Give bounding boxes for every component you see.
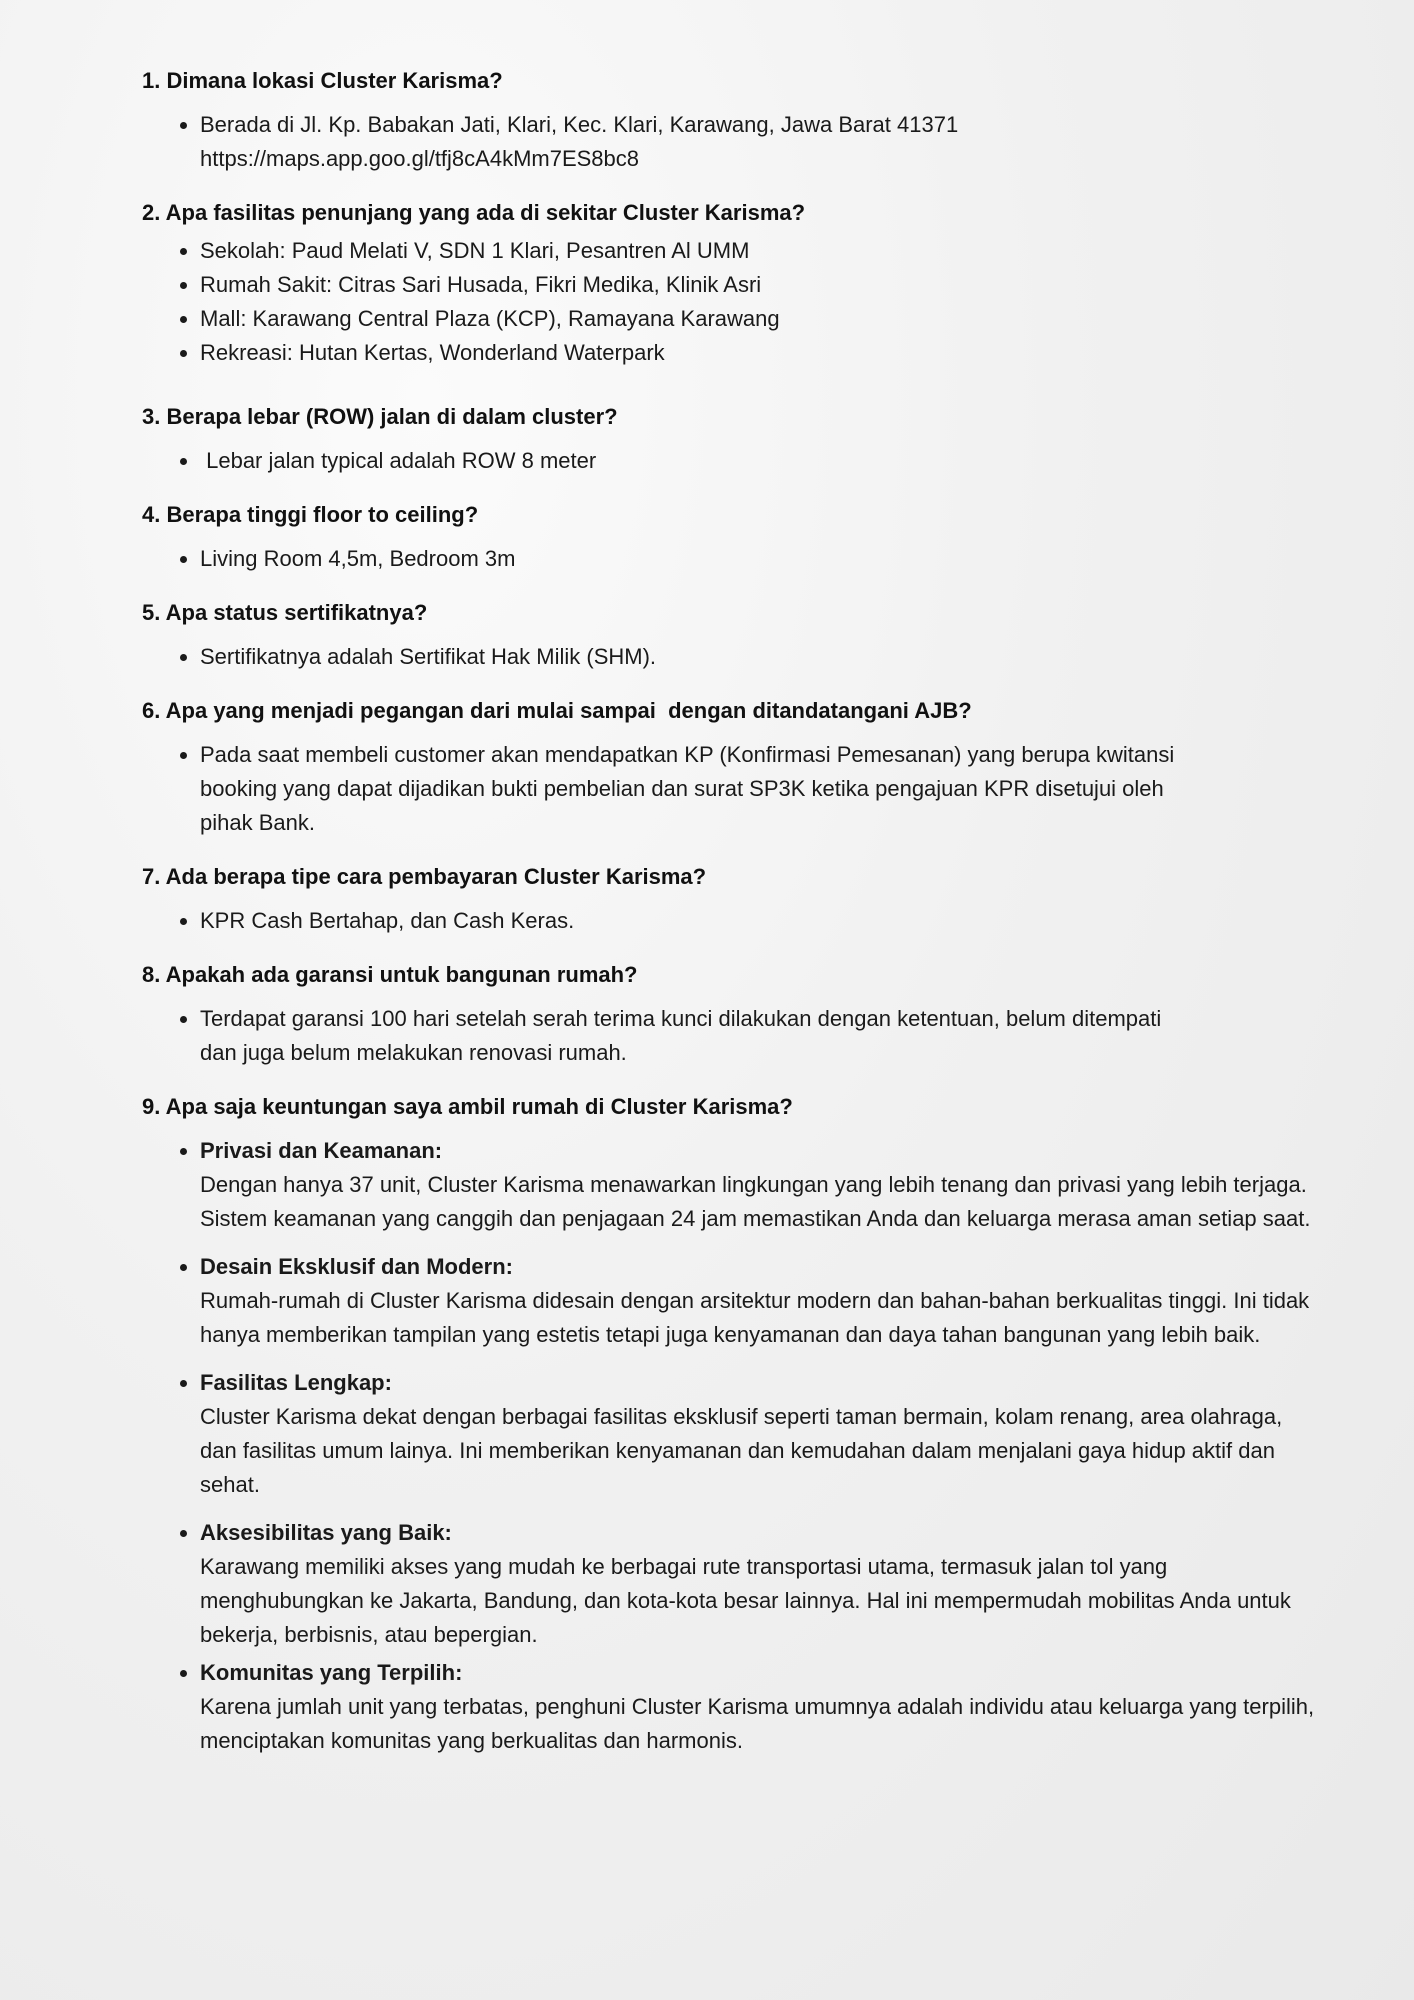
faq-answer-list <box>142 1002 1322 1070</box>
benefit-item <box>200 1366 1322 1502</box>
faq-question: 9. Apa saja keuntungan saya ambil rumah di Cluster Karisma? <box>142 1094 793 1119</box>
faq-document <box>142 66 1322 1772</box>
faq-question: 5. Apa status sertifikatnya? <box>142 600 428 625</box>
faq-item-1 <box>142 66 1322 176</box>
faq-item-2 <box>142 198 1322 370</box>
benefit-item <box>200 1516 1322 1652</box>
faq-answer: • Sertifikatnya adalah Sertifikat Hak Milik (SHM). <box>200 640 1322 674</box>
benefit-body: Rumah-rumah di Cluster Karisma didesain dengan arsitektur modern dan bahan-bahan berkualitas tinggi. Ini tidak hanya memberikan tampilan yang estetis tetapi juga kenyamanan dan daya tahan bangunan yang lebih baik. <box>200 1288 1310 1347</box>
benefit-body: Dengan hanya 37 unit, Cluster Karisma menawarkan lingkungan yang lebih tenang dan privasi yang lebih terjaga. Sistem keamanan yang canggih dan penjagaan 24 jam memastikan Anda dan keluarga merasa aman setiap saat. <box>200 1172 1311 1231</box>
faq-answer: • KPR Cash Bertahap, dan Cash Keras. <box>200 904 1322 938</box>
benefit-item <box>200 1656 1322 1758</box>
faq-answer-list <box>142 108 1322 176</box>
benefit-item <box>200 1250 1322 1352</box>
faq-answer-list <box>142 444 1322 478</box>
faq-answer: • Lebar jalan typical adalah ROW 8 meter <box>200 444 1322 478</box>
faq-answer: • Sekolah: Paud Melati V, SDN 1 Klari, Pesantren Al UMM <box>200 234 1322 268</box>
faq-answer: • Living Room 4,5m, Bedroom 3m <box>200 542 1322 576</box>
faq-answer-list <box>142 904 1322 938</box>
faq-question: 6. Apa yang menjadi pegangan dari mulai sampai dengan ditandatangani AJB? <box>142 698 972 723</box>
faq-answer: • Pada saat membeli customer akan mendapatkan KP (Konfirmasi Pemesanan) yang berupa kwitansi booking yang dapat dijadikan bukti pembelian dan surat SP3K ketika pengajuan KPR disetujui oleh pihak Bank. <box>200 738 1322 840</box>
faq-item-4 <box>142 500 1322 576</box>
benefit-body: Karena jumlah unit yang terbatas, penghuni Cluster Karisma umumnya adalah individu atau keluarga yang terpilih, menciptakan komunitas yang berkualitas dan harmonis. <box>200 1694 1315 1753</box>
faq-answer-list <box>142 738 1322 840</box>
faq-item-7 <box>142 862 1322 938</box>
benefit-title: • Privasi dan Keamanan: <box>200 1138 443 1163</box>
benefit-title: • Fasilitas Lengkap: <box>200 1370 392 1395</box>
maps-link[interactable]: https://maps.app.goo.gl/tfj8cA4kMm7ES8bc8 <box>200 146 640 171</box>
faq-item-3 <box>142 402 1322 478</box>
faq-item-9 <box>142 1092 1322 1758</box>
faq-answer: • Rumah Sakit: Citras Sari Husada, Fikri Medika, Klinik Asri <box>200 268 1322 302</box>
faq-question: 2. Apa fasilitas penunjang yang ada di sekitar Cluster Karisma? <box>142 200 806 225</box>
benefit-title: • Komunitas yang Terpilih: <box>200 1660 463 1685</box>
faq-answer: • Berada di Jl. Kp. Babakan Jati, Klari, Kec. Klari, Karawang, Jawa Barat 41371 https://maps.app.goo.gl/tfj8cA4kMm7ES8bc8 <box>200 108 1322 176</box>
faq-question: 1. Dimana lokasi Cluster Karisma? <box>142 68 503 93</box>
faq-item-5 <box>142 598 1322 674</box>
benefit-body: Karawang memiliki akses yang mudah ke berbagai rute transportasi utama, termasuk jalan tol yang menghubungkan ke Jakarta, Bandung, dan kota-kota besar lainnya. Hal ini mempermudah mobilitas Anda untuk bekerja, berbisnis, atau bepergian. <box>200 1554 1291 1647</box>
benefit-title: • Desain Eksklusif dan Modern: <box>200 1254 513 1279</box>
faq-answer-list <box>142 234 1322 370</box>
faq-answer: • Terdapat garansi 100 hari setelah serah terima kunci dilakukan dengan ketentuan, belum ditempati dan juga belum melakukan renovasi rumah. <box>200 1002 1322 1070</box>
faq-answer: • Mall: Karawang Central Plaza (KCP), Ramayana Karawang <box>200 302 1322 336</box>
benefit-title: • Aksesibilitas yang Baik: <box>200 1520 452 1545</box>
faq-answer: • Rekreasi: Hutan Kertas, Wonderland Waterpark <box>200 336 1322 370</box>
benefit-body: Cluster Karisma dekat dengan berbagai fasilitas eksklusif seperti taman bermain, kolam renang, area olahraga, dan fasilitas umum lainya. Ini memberikan kenyamanan dan kemudahan dalam menjalani gaya hidup aktif dan sehat. <box>200 1404 1283 1497</box>
faq-question: 7. Ada berapa tipe cara pembayaran Cluster Karisma? <box>142 864 707 889</box>
faq-answer-list <box>142 542 1322 576</box>
faq-question: 3. Berapa lebar (ROW) jalan di dalam cluster? <box>142 404 618 429</box>
faq-answer-list <box>142 640 1322 674</box>
faq-item-6 <box>142 696 1322 840</box>
faq-question: 4. Berapa tinggi floor to ceiling? <box>142 502 479 527</box>
benefit-list <box>142 1134 1322 1758</box>
benefit-item <box>200 1134 1322 1236</box>
faq-question: 8. Apakah ada garansi untuk bangunan rumah? <box>142 962 638 987</box>
faq-item-8 <box>142 960 1322 1070</box>
